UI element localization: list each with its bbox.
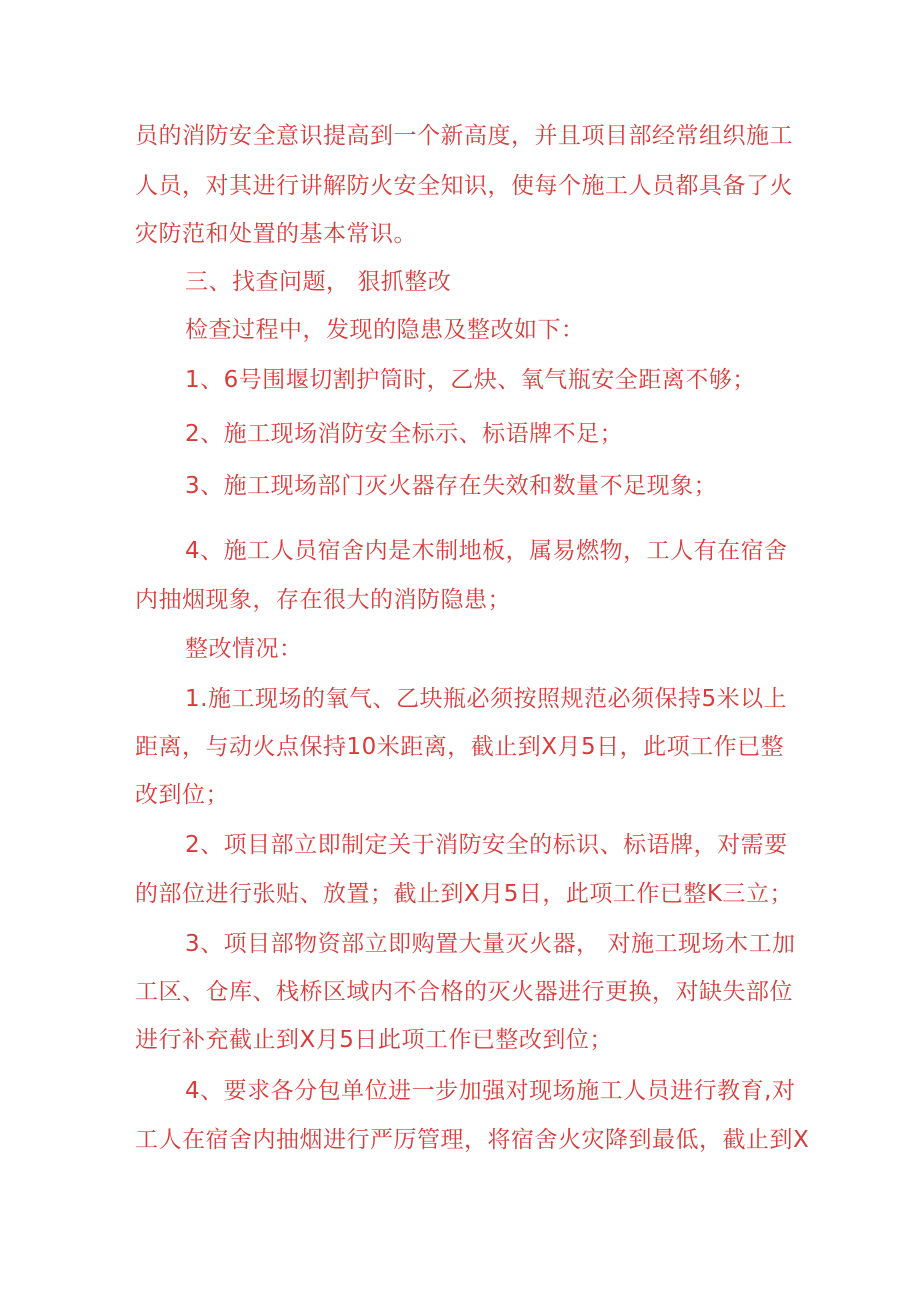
list-item-continuation: 距离，与动火点保持10米距离，截止到X月5日，此项工作已整: [135, 734, 785, 760]
list-item-continuation: 工人在宿舍内抽烟进行严厉管理，将宿舍火灾降到最低，截止到X: [135, 1127, 810, 1153]
section-heading: 三、找查问题， 狠抓整改: [185, 269, 452, 295]
list-item-continuation: 工区、仓库、栈桥区域内不合格的灭火器进行更换，对缺失部位: [135, 979, 793, 1005]
paragraph-line: 检查过程中，发现的隐患及整改如下：: [185, 317, 585, 343]
paragraph-line: 员的消防安全意识提高到一个新高度，并且项目部经常组织施工: [135, 123, 793, 149]
list-item-continuation: 内抽烟现象，存在很大的消防隐患；: [135, 587, 511, 613]
list-item: 3、项目部物资部立即购置大量灭火器， 对施工现场木工加: [185, 931, 796, 957]
list-item: 3、施工现场部门灭火器存在失效和数量不足现象；: [185, 473, 718, 499]
subheading: 整改情况：: [185, 636, 303, 662]
list-item: 4、要求各分包单位进一步加强对现场施工人员进行教育,对: [185, 1078, 796, 1104]
paragraph-line: 灾防范和处置的基本常识。: [135, 221, 417, 247]
list-item: 2、施工现场消防安全标示、标语牌不足；: [185, 421, 624, 447]
list-item: 2、项目部立即制定关于消防安全的标识、标语牌，对需要: [185, 832, 788, 858]
list-item: 1.施工现场的氧气、乙块瓶必须按照规范必须保持5米以上: [185, 686, 788, 712]
list-item-continuation: 改到位；: [135, 782, 229, 808]
list-item: 1、6号围堰切割护筒时，乙炔、氧气瓶安全距离不够；: [185, 367, 756, 393]
list-item: 4、施工人员宿舍内是木制地板，属易燃物，工人有在宿舍: [185, 538, 788, 564]
paragraph-line: 人员，对其进行讲解防火安全知识，使每个施工人员都具备了火: [135, 173, 793, 199]
list-item-continuation: 的部位进行张贴、放置；截止到X月5日，此项工作已整K三立；: [135, 881, 793, 907]
list-item-continuation: 进行补充截止到X月5日此项工作已整改到位；: [135, 1027, 613, 1053]
